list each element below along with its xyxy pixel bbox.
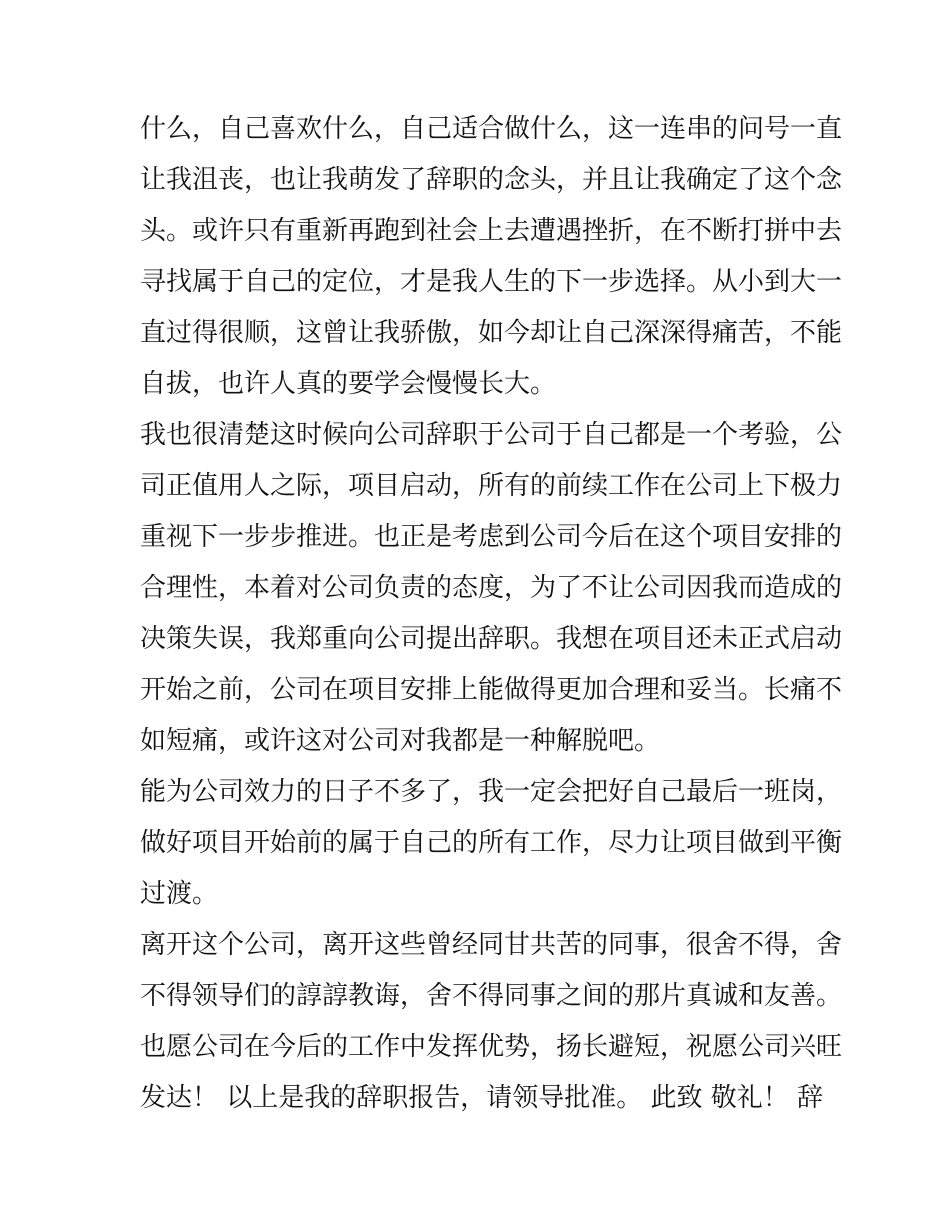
text-line: 自拔，也许人真的要学会慢慢长大。 — [140, 369, 557, 399]
text-line: 司正值用人之际，项目启动，所有的前续工作在公司上下极力 — [140, 471, 843, 501]
text-line: 直过得很顺，这曾让我骄傲，如今却让自己深深得痛苦，不能 — [140, 318, 843, 348]
text-line: 发达！ 以上是我的辞职报告，请领导批准。 此致 敬礼！ 辞 — [140, 1083, 824, 1113]
text-line: 过渡。 — [140, 879, 219, 909]
text-line: 开始之前，公司在项目安排上能做得更加合理和妥当。长痛不 — [140, 675, 843, 705]
text-line: 合理性，本着对公司负责的态度，为了不让公司因我而造成的 — [140, 573, 843, 603]
text-line: 做好项目开始前的属于自己的所有工作，尽力让项目做到平衡 — [140, 828, 843, 858]
text-line: 头。或许只有重新再跑到社会上去遭遇挫折，在不断打拼中去 — [140, 216, 843, 246]
text-line: 也愿公司在今后的工作中发挥优势，扬长避短，祝愿公司兴旺 — [140, 1032, 843, 1062]
text-line: 离开这个公司，离开这些曾经同甘共苦的同事，很舍不得，舍 — [140, 930, 843, 960]
text-line: 什么，自己喜欢什么，自己适合做什么，这一连串的问号一直 — [140, 114, 843, 144]
paragraph-1 — [140, 104, 843, 410]
document-body — [140, 104, 843, 1124]
text-line: 不得领导们的諄諄教诲，舍不得同事之间的那片真诚和友善。 — [140, 981, 843, 1011]
text-line: 寻找属于自己的定位，才是我人生的下一步选择。从小到大一 — [140, 267, 843, 297]
paragraph-3 — [140, 767, 843, 920]
text-line: 如短痛，或许这对公司对我都是一种解脱吧。 — [140, 726, 661, 756]
text-line: 决策失误，我郑重向公司提出辞职。我想在项目还未正式启动 — [140, 624, 843, 654]
text-line: 能为公司效力的日子不多了，我一定会把好自己最后一班岗， — [140, 777, 843, 807]
text-line: 我也很清楚这时候向公司辞职于公司于自己都是一个考验，公 — [140, 420, 843, 450]
paragraph-4 — [140, 920, 843, 1124]
text-line: 重视下一步步推进。也正是考虑到公司今后在这个项目安排的 — [140, 522, 843, 552]
paragraph-2 — [140, 410, 843, 767]
text-line: 让我沮丧，也让我萌发了辞职的念头，并且让我确定了这个念 — [140, 165, 843, 195]
